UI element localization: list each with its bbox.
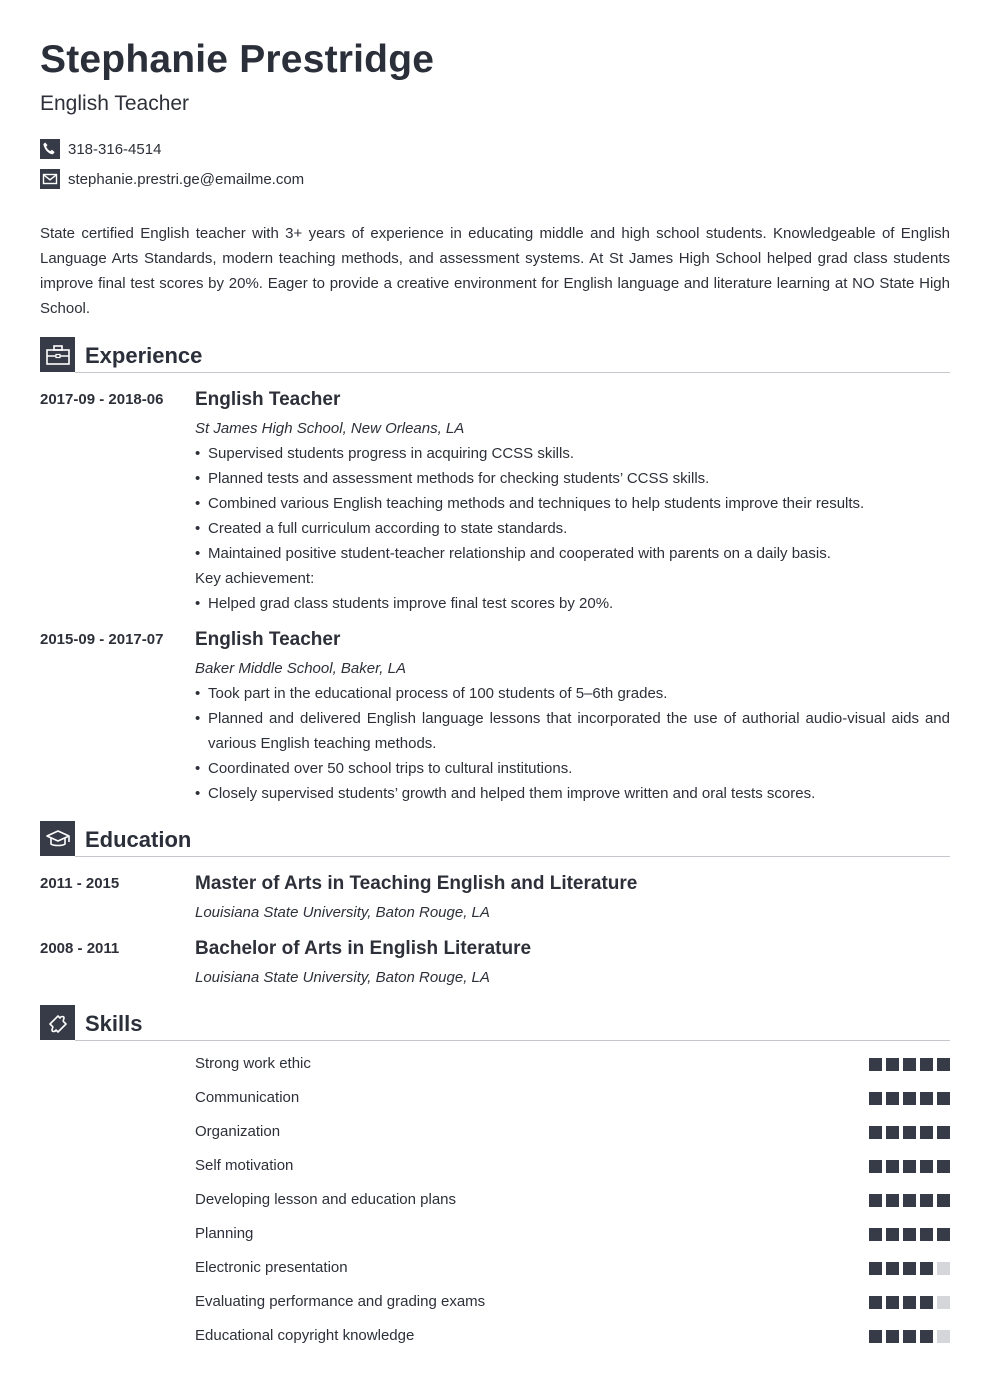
rating-dot-filled	[937, 1228, 950, 1241]
rating-dot-filled	[920, 1058, 933, 1071]
list-item: • Supervised students progress in acquiring CCSS skills.	[195, 441, 950, 466]
rating-dot-filled	[937, 1160, 950, 1173]
skill-row	[195, 1088, 950, 1108]
rating-dot-empty	[937, 1330, 950, 1343]
skill-name: Self motivation	[195, 1157, 294, 1174]
skill-name: Evaluating performance and grading exams	[195, 1293, 486, 1310]
skill-rating	[865, 1296, 950, 1309]
rating-dot-empty	[937, 1296, 950, 1309]
section-divider	[75, 1040, 950, 1041]
experience-section-header	[40, 337, 950, 373]
rating-dot-filled	[920, 1160, 933, 1173]
entry-place: Baker Middle School, Baker, LA	[195, 660, 406, 677]
rating-dot-filled	[886, 1262, 899, 1275]
rating-dot-filled	[903, 1194, 916, 1207]
rating-dot-filled	[903, 1296, 916, 1309]
list-item: • Coordinated over 50 school trips to cultural institutions.	[195, 756, 950, 781]
rating-dot-filled	[920, 1262, 933, 1275]
rating-dot-filled	[937, 1194, 950, 1207]
rating-dot-filled	[869, 1194, 882, 1207]
rating-dot-filled	[869, 1160, 882, 1173]
skill-name: Communication	[195, 1089, 300, 1106]
rating-dot-filled	[886, 1330, 899, 1343]
section-title: Education	[85, 827, 192, 852]
rating-dot-filled	[869, 1296, 882, 1309]
skill-rating	[865, 1330, 950, 1343]
rating-dot-filled	[869, 1330, 882, 1343]
section-title: Experience	[85, 343, 203, 368]
envelope-icon	[40, 169, 60, 189]
skill-rating	[865, 1126, 950, 1139]
skill-name: Organization	[195, 1123, 281, 1140]
list-item: • Took part in the educational process of 100 students of 5–6th grades.	[195, 681, 950, 706]
section-divider	[75, 856, 950, 857]
rating-dot-filled	[937, 1126, 950, 1139]
rating-dot-filled	[903, 1330, 916, 1343]
contact-phone	[40, 139, 161, 159]
entry-school: Louisiana State University, Baton Rouge, LA	[195, 904, 490, 921]
rating-dot-filled	[869, 1262, 882, 1275]
profile-summary: State certified English teacher with 3+ years of experience in educating middle and high school students. Knowledgeable of English Language Arts Standards, modern teaching methods, and assessment systems. At St James High School helped grad class students improve final test scores by 20%. Eager to provide a creative environment for English language and literature learning at NO State High School.	[40, 225, 950, 317]
skill-rating	[865, 1194, 950, 1207]
email-address: stephanie.prestri.ge@emailme.com	[68, 170, 305, 188]
entry-place: St James High School, New Orleans, LA	[195, 420, 465, 437]
entry-dates: 2015-09 - 2017-07	[40, 631, 164, 648]
list-item: • Planned tests and assessment methods for checking students’ CCSS skills.	[195, 466, 950, 491]
skill-rating	[865, 1262, 950, 1275]
entry-degree: Master of Arts in Teaching English and Literature	[195, 873, 638, 894]
puzzle-icon	[40, 1005, 75, 1040]
phone-icon	[40, 139, 60, 159]
skill-rating	[865, 1058, 950, 1071]
rating-dot-filled	[903, 1058, 916, 1071]
skill-row	[195, 1054, 950, 1074]
skill-row	[195, 1122, 950, 1142]
achievement-label: Key achievement:	[195, 570, 315, 587]
rating-dot-filled	[903, 1262, 916, 1275]
skill-rating	[865, 1092, 950, 1105]
entry-degree: Bachelor of Arts in English Literature	[195, 938, 532, 959]
list-item: • Combined various English teaching methods and techniques to help students improve their results.	[195, 491, 950, 516]
rating-dot-filled	[920, 1228, 933, 1241]
skill-rating	[865, 1228, 950, 1241]
section-divider	[75, 372, 950, 373]
rating-dot-filled	[903, 1228, 916, 1241]
list-item: • Created a full curriculum according to state standards.	[195, 516, 950, 541]
graduation-cap-icon	[40, 821, 75, 856]
job-title: English Teacher	[40, 92, 190, 115]
rating-dot-filled	[886, 1092, 899, 1105]
rating-dot-filled	[886, 1194, 899, 1207]
skill-row	[195, 1326, 950, 1346]
entry-role: English Teacher	[195, 629, 341, 650]
entry-dates: 2008 - 2011	[40, 940, 120, 957]
skill-name: Educational copyright knowledge	[195, 1327, 415, 1344]
education-section-header	[40, 821, 950, 857]
phone-number: 318-316-4514	[68, 140, 162, 158]
rating-dot-filled	[903, 1160, 916, 1173]
rating-dot-filled	[920, 1092, 933, 1105]
skill-rating	[865, 1160, 950, 1173]
rating-dot-filled	[869, 1126, 882, 1139]
rating-dot-filled	[886, 1228, 899, 1241]
rating-dot-filled	[886, 1058, 899, 1071]
list-item: • Planned and delivered English language lessons that incorporated the use of authorial audio-visual aids and various English teaching methods.	[195, 706, 950, 756]
entry-bullets	[195, 441, 950, 566]
skill-row	[195, 1190, 950, 1210]
rating-dot-filled	[886, 1160, 899, 1173]
entry-school: Louisiana State University, Baton Rouge, LA	[195, 969, 490, 986]
rating-dot-filled	[903, 1092, 916, 1105]
rating-dot-filled	[886, 1296, 899, 1309]
skills-section-header	[40, 1005, 950, 1041]
list-item: • Helped grad class students improve final test scores by 20%.	[195, 591, 950, 616]
achievement-bullets	[195, 591, 950, 616]
entry-dates: 2017-09 - 2018-06	[40, 391, 164, 408]
entry-role: English Teacher	[195, 389, 341, 410]
list-item: • Maintained positive student-teacher relationship and cooperated with parents on a daily basis.	[195, 541, 950, 566]
skill-name: Planning	[195, 1225, 254, 1242]
rating-dot-filled	[920, 1194, 933, 1207]
section-title: Skills	[85, 1011, 143, 1036]
candidate-name: Stephanie Prestridge	[40, 38, 435, 81]
skill-name: Developing lesson and education plans	[195, 1191, 457, 1208]
rating-dot-filled	[886, 1126, 899, 1139]
rating-dot-filled	[869, 1228, 882, 1241]
skill-row	[195, 1224, 950, 1244]
skill-row	[195, 1292, 950, 1312]
skill-name: Electronic presentation	[195, 1259, 348, 1276]
entry-bullets	[195, 681, 950, 806]
entry-dates: 2011 - 2015	[40, 875, 120, 892]
rating-dot-filled	[920, 1330, 933, 1343]
rating-dot-filled	[937, 1058, 950, 1071]
rating-dot-filled	[920, 1296, 933, 1309]
skill-name: Strong work ethic	[195, 1055, 311, 1072]
list-item: • Closely supervised students’ growth and helped them improve written and oral tests scores.	[195, 781, 950, 806]
rating-dot-filled	[903, 1126, 916, 1139]
rating-dot-filled	[869, 1058, 882, 1071]
rating-dot-filled	[920, 1126, 933, 1139]
skill-row	[195, 1258, 950, 1278]
briefcase-icon	[40, 337, 75, 372]
contact-email	[40, 169, 304, 189]
rating-dot-empty	[937, 1262, 950, 1275]
skill-row	[195, 1156, 950, 1176]
rating-dot-filled	[869, 1092, 882, 1105]
rating-dot-filled	[937, 1092, 950, 1105]
